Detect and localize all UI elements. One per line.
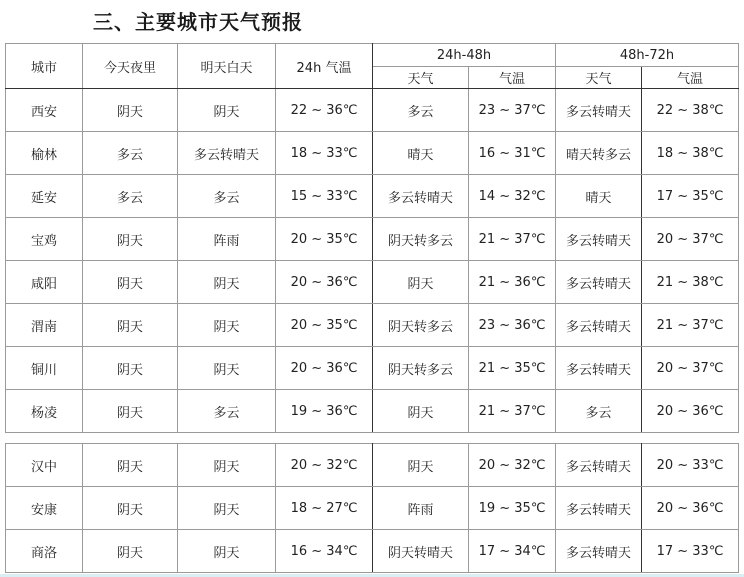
temp-48-72-cell: 21 ~ 38℃: [642, 261, 739, 304]
header-tomorrow-day: 明天白天: [178, 44, 276, 89]
weather-24-48-cell: 阴天转晴天: [373, 530, 469, 573]
temp-24h-cell: 22 ~ 36℃: [276, 89, 373, 132]
city-cell: 延安: [6, 175, 83, 218]
weather-48-72-cell: 晴天转多云: [556, 132, 642, 175]
temp-24h-cell: 20 ~ 32℃: [276, 444, 373, 487]
tonight-cell: 多云: [83, 175, 178, 218]
tomorrow-day-cell: 阴天: [178, 444, 276, 487]
weather-24-48-cell: 阴天: [373, 444, 469, 487]
temp-48-72-cell: 22 ~ 38℃: [642, 89, 739, 132]
table-row: [6, 487, 739, 530]
weather-24-48-cell: 阴天: [373, 390, 469, 433]
header-range-24-48: 24h-48h: [373, 44, 556, 67]
city-cell: 杨凌: [6, 390, 83, 433]
table-row: [6, 132, 739, 175]
tonight-cell: 阴天: [83, 530, 178, 573]
tomorrow-day-cell: 多云: [178, 175, 276, 218]
city-cell: 铜川: [6, 347, 83, 390]
temp-24h-cell: 16 ~ 34℃: [276, 530, 373, 573]
city-cell: 咸阳: [6, 261, 83, 304]
weather-48-72-cell: 多云转晴天: [556, 304, 642, 347]
weather-24-48-cell: 阴天: [373, 261, 469, 304]
weather-24-48-cell: 阴天转多云: [373, 304, 469, 347]
weather-24-48-cell: 多云: [373, 89, 469, 132]
table-row: [6, 530, 739, 573]
weather-24-48-cell: 阴天转多云: [373, 218, 469, 261]
header-weather-48-72: 天气: [556, 67, 642, 89]
city-cell: 商洛: [6, 530, 83, 573]
tomorrow-day-cell: 多云: [178, 390, 276, 433]
temp-24h-cell: 18 ~ 27℃: [276, 487, 373, 530]
city-cell: 西安: [6, 89, 83, 132]
temp-48-72-cell: 20 ~ 37℃: [642, 218, 739, 261]
header-temperature-48-72: 气温: [642, 67, 739, 89]
tonight-cell: 阴天: [83, 89, 178, 132]
weather-48-72-cell: 多云: [556, 390, 642, 433]
weather-48-72-cell: 多云转晴天: [556, 218, 642, 261]
city-cell: 榆林: [6, 132, 83, 175]
temp-24-48-cell: 23 ~ 36℃: [469, 304, 556, 347]
weather-24-48-cell: 阴天转多云: [373, 347, 469, 390]
city-cell: 汉中: [6, 444, 83, 487]
weather-48-72-cell: 多云转晴天: [556, 487, 642, 530]
temp-24h-cell: 20 ~ 36℃: [276, 347, 373, 390]
header-tonight: 今天夜里: [83, 44, 178, 89]
tomorrow-day-cell: 阴天: [178, 487, 276, 530]
table-row: [6, 390, 739, 433]
temp-24h-cell: 15 ~ 33℃: [276, 175, 373, 218]
temp-24-48-cell: 23 ~ 37℃: [469, 89, 556, 132]
weather-48-72-cell: 多云转晴天: [556, 530, 642, 573]
header-range-48-72: 48h-72h: [556, 44, 739, 67]
header-temperature-24-48: 气温: [469, 67, 556, 89]
tonight-cell: 阴天: [83, 487, 178, 530]
tomorrow-day-cell: 阴天: [178, 89, 276, 132]
city-cell: 宝鸡: [6, 218, 83, 261]
temp-48-72-cell: 20 ~ 33℃: [642, 444, 739, 487]
table-row: [6, 89, 739, 132]
tonight-cell: 阴天: [83, 218, 178, 261]
weather-48-72-cell: 多云转晴天: [556, 89, 642, 132]
tomorrow-day-cell: 多云转晴天: [178, 132, 276, 175]
temp-24-48-cell: 19 ~ 35℃: [469, 487, 556, 530]
weather-24-48-cell: 阵雨: [373, 487, 469, 530]
temp-48-72-cell: 20 ~ 37℃: [642, 347, 739, 390]
temp-24-48-cell: 14 ~ 32℃: [469, 175, 556, 218]
temp-24-48-cell: 21 ~ 37℃: [469, 218, 556, 261]
temp-24-48-cell: 21 ~ 35℃: [469, 347, 556, 390]
temp-24h-cell: 20 ~ 35℃: [276, 304, 373, 347]
temp-24-48-cell: 20 ~ 32℃: [469, 444, 556, 487]
page-title: 三、主要城市天气预报: [93, 10, 303, 34]
temp-48-72-cell: 20 ~ 36℃: [642, 487, 739, 530]
weather-48-72-cell: 多云转晴天: [556, 444, 642, 487]
tomorrow-day-cell: 阴天: [178, 304, 276, 347]
tomorrow-day-cell: 阵雨: [178, 218, 276, 261]
table-row: [6, 175, 739, 218]
city-cell: 安康: [6, 487, 83, 530]
temp-48-72-cell: 20 ~ 36℃: [642, 390, 739, 433]
tonight-cell: 阴天: [83, 261, 178, 304]
temp-24h-cell: 20 ~ 36℃: [276, 261, 373, 304]
forecast-table-main: [5, 43, 739, 433]
tomorrow-day-cell: 阴天: [178, 530, 276, 573]
temp-48-72-cell: 17 ~ 33℃: [642, 530, 739, 573]
tonight-cell: 多云: [83, 132, 178, 175]
table-row: [6, 347, 739, 390]
table-row: [6, 304, 739, 347]
weather-48-72-cell: 晴天: [556, 175, 642, 218]
temp-24-48-cell: 21 ~ 36℃: [469, 261, 556, 304]
tonight-cell: 阴天: [83, 390, 178, 433]
temp-24h-cell: 20 ~ 35℃: [276, 218, 373, 261]
header-weather-24-48: 天气: [373, 67, 469, 89]
tonight-cell: 阴天: [83, 347, 178, 390]
city-cell: 渭南: [6, 304, 83, 347]
weather-48-72-cell: 多云转晴天: [556, 347, 642, 390]
temp-48-72-cell: 18 ~ 38℃: [642, 132, 739, 175]
header-city: 城市: [6, 44, 83, 89]
tonight-cell: 阴天: [83, 444, 178, 487]
temp-48-72-cell: 21 ~ 37℃: [642, 304, 739, 347]
tonight-cell: 阴天: [83, 304, 178, 347]
table-row: [6, 218, 739, 261]
temp-48-72-cell: 17 ~ 35℃: [642, 175, 739, 218]
table-row: [6, 444, 739, 487]
forecast-table-south: [5, 443, 739, 573]
tomorrow-day-cell: 阴天: [178, 347, 276, 390]
weather-24-48-cell: 晴天: [373, 132, 469, 175]
temp-24-48-cell: 21 ~ 37℃: [469, 390, 556, 433]
table-row: [6, 261, 739, 304]
tomorrow-day-cell: 阴天: [178, 261, 276, 304]
temp-24h-cell: 18 ~ 33℃: [276, 132, 373, 175]
weather-48-72-cell: 多云转晴天: [556, 261, 642, 304]
temp-24-48-cell: 17 ~ 34℃: [469, 530, 556, 573]
weather-24-48-cell: 多云转晴天: [373, 175, 469, 218]
header-temp-24h: 24h 气温: [276, 44, 373, 89]
temp-24-48-cell: 16 ~ 31℃: [469, 132, 556, 175]
temp-24h-cell: 19 ~ 36℃: [276, 390, 373, 433]
